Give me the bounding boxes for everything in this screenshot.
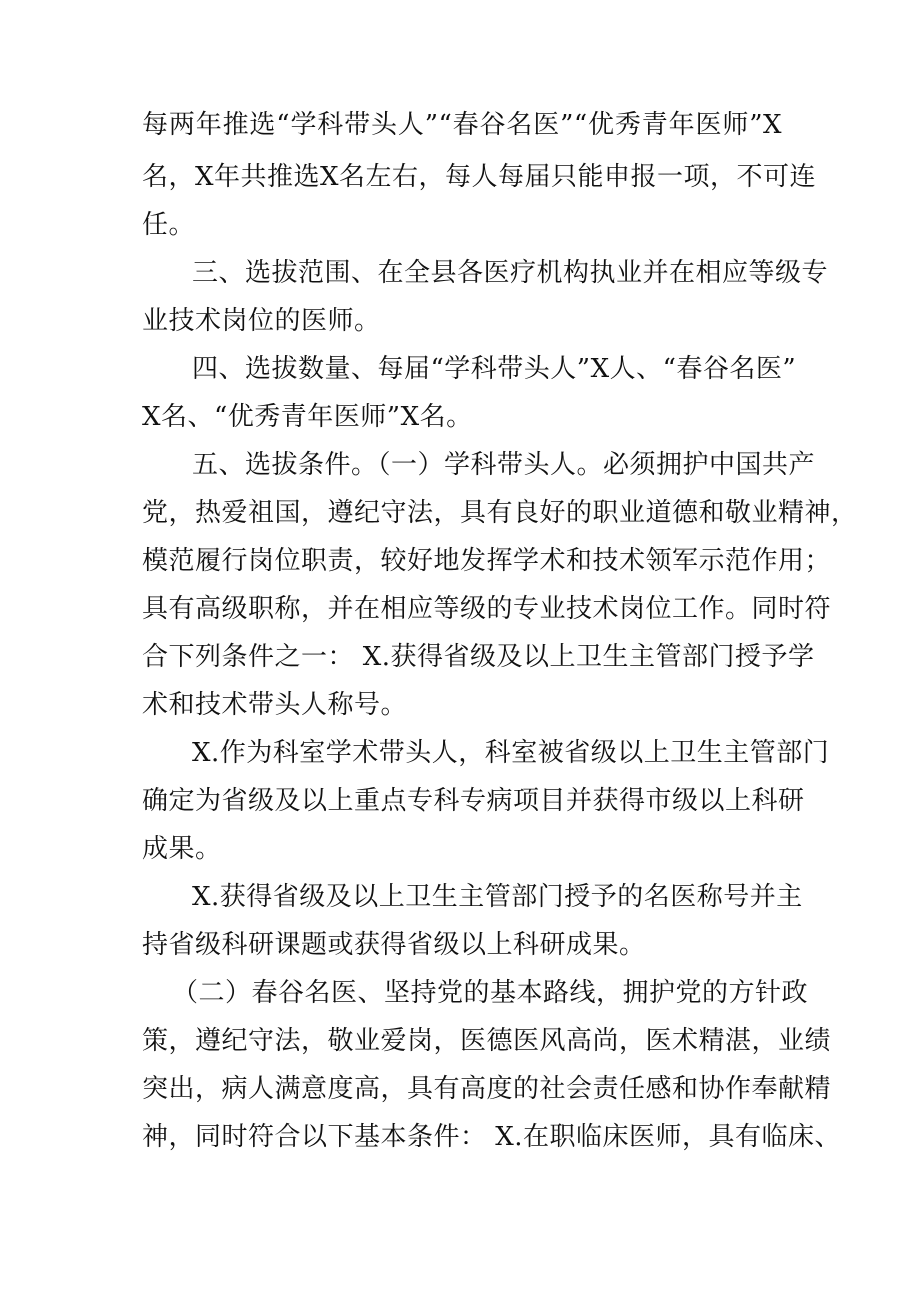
- text-line: X名、“优秀青年医师”X名。: [142, 402, 473, 432]
- text-line: 五、选拔条件。（一）学科带头人。必须拥护中国共产: [192, 450, 816, 480]
- text-line: 业技术岗位的医师。: [142, 306, 381, 336]
- text-line: 成果。: [142, 834, 222, 864]
- text-line: 术和技术带头人称号。: [142, 690, 408, 720]
- text-line: X.获得省级及以上卫生主管部门授予的名医称号并主: [192, 882, 803, 912]
- text-line: 持省级科研课题或获得省级以上科研成果。: [142, 930, 646, 960]
- text-line: 突出，病人满意度高，具有高度的社会责任感和协作奉献精: [142, 1074, 832, 1104]
- text-line: 确定为省级及以上重点专科专病项目并获得市级以上科研: [142, 786, 805, 816]
- text-line: 任。: [142, 210, 196, 240]
- text-line: 合下列条件之一： X.获得省级及以上卫生主管部门授予学: [142, 642, 815, 672]
- text-line: 具有高级职称，并在相应等级的专业技术岗位工作。同时符: [142, 594, 832, 624]
- text-line: 每两年推选“学科带头人”“春谷名医”“优秀青年医师”X: [142, 110, 782, 140]
- text-line: 策，遵纪守法，敬业爱岗，医德医风高尚，医术精湛，业绩: [142, 1026, 832, 1056]
- text-line: 神，同时符合以下基本条件： X.在职临床医师，具有临床、: [142, 1122, 842, 1152]
- text-line: 三、选拔范围、在全县各医疗机构执业并在相应等级专: [192, 258, 829, 288]
- text-line: 名，X年共推选X名左右，每人每届只能申报一项，不可连: [142, 162, 817, 192]
- text-line: X.作为科室学术带头人，科室被省级以上卫生主管部门: [192, 738, 830, 768]
- text-line: 模范履行岗位职责，较好地发挥学术和技术领军示范作用；: [142, 546, 832, 576]
- text-line: 四、选拔数量、每届“学科带头人”X人、“春谷名医”: [192, 354, 797, 384]
- text-line: 党，热爱祖国，遵纪守法，具有良好的职业道德和敬业精神，: [142, 498, 858, 528]
- text-line: （二）春谷名医、坚持党的基本路线，拥护党的方针政: [172, 978, 809, 1008]
